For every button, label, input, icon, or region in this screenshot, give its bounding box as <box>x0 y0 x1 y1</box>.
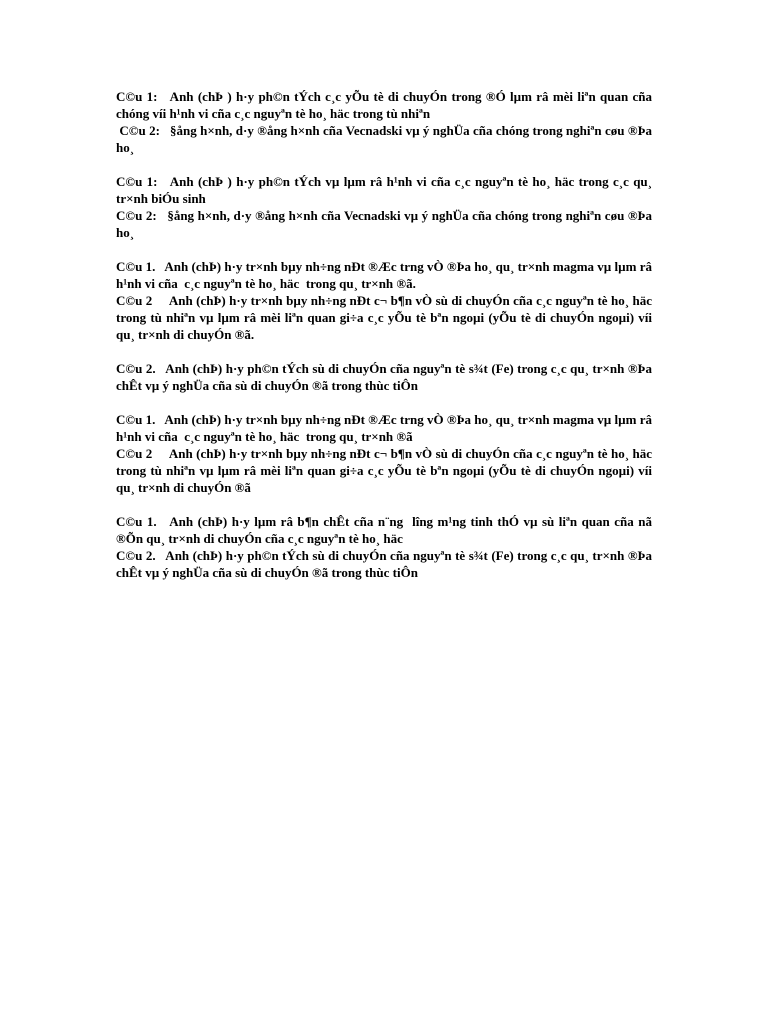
question-paragraph: C©u 2. Anh (chÞ) h·y ph©n tÝch sù di chuyÓn cña nguyªn tè s¾t (Fe) trong c¸c qu¸ tr×nh ®Þa chÊt vµ ý nghÜa cña sù di chuyÓn ®ã trong thùc tiÔn <box>116 548 656 580</box>
document-page <box>116 88 659 598</box>
question-paragraph: C©u 2. Anh (chÞ) h·y ph©n tÝch sù di chuyÓn cña nguyªn tè s¾t (Fe) trong c¸c qu¸ tr×nh ®Þa chÊt vµ ý nghÜa cña sù di chuyÓn ®ã trong thùc tiÔn <box>116 361 656 393</box>
question-paragraph: C©u 2 Anh (chÞ) h·y tr×nh bµy nh÷ng nÐt c¬ b¶n vÒ sù di chuyÓn cña c¸c nguyªn tè ho¸ häc trong tù nhiªn vµ lµm râ mèi liªn quan gi÷a c¸c yÕu tè bªn ngoµi (yÕu tè di chuyÓn ngoµi) víi qu¸ tr×nh di chuyÓn ®ã. <box>116 293 659 342</box>
question-paragraph: C©u 1: Anh (chÞ ) h·y ph©n tÝch c¸c yÕu tè di chuyÓn trong ®Ó lµm râ mèi liªn quan cña chóng víi h¹nh vi cña c¸c nguyªn tè ho¸ häc trong tù nhiªn <box>116 89 656 121</box>
question-set-1 <box>116 88 656 156</box>
question-set-2 <box>116 173 656 241</box>
question-paragraph: C©u 1. Anh (chÞ) h·y lµm râ b¶n chÊt cña n¨ng lîng m¹ng tinh thÓ vµ sù liªn quan cña nã ®Õn qu¸ tr×nh di chuyÓn cña c¸c nguyªn tè ho¸ häc <box>116 514 656 546</box>
question-set-6 <box>116 513 656 581</box>
question-paragraph: C©u 1. Anh (chÞ) h·y tr×nh bµy nh÷ng nÐt ®Æc trng vÒ ®Þa ho¸ qu¸ tr×nh magma vµ lµm râ h¹nh vi cña c¸c nguyªn tè ho¸ häc trong qu¸ tr×nh ®ã. <box>116 259 656 291</box>
question-set-3 <box>116 258 659 343</box>
question-set-4 <box>116 360 656 394</box>
question-paragraph: C©u 1: Anh (chÞ ) h·y ph©n tÝch vµ lµm râ h¹nh vi cña c¸c nguyªn tè ho¸ häc trong c¸c qu¸ tr×nh biÓu sinh <box>116 174 656 206</box>
question-paragraph: C©u 1. Anh (chÞ) h·y tr×nh bµy nh÷ng nÐt ®Æc trng vÒ ®Þa ho¸ qu¸ tr×nh magma vµ lµm râ h¹nh vi cña c¸c nguyªn tè ho¸ häc trong qu¸ tr×nh ®ã <box>116 412 656 444</box>
question-paragraph: C©u 2 Anh (chÞ) h·y tr×nh bµy nh÷ng nÐt c¬ b¶n vÒ sù di chuyÓn cña c¸c nguyªn tè ho¸ häc trong tù nhiªn vµ lµm râ mèi liªn quan gi÷a c¸c yÕu tè bªn ngoµi (yÕu tè di chuyÓn ngoµi) víi qu¸ tr×nh di chuyÓn ®ã <box>116 446 659 495</box>
question-set-5 <box>116 411 659 496</box>
question-paragraph: C©u 2: §ång h×nh, d·y ®ång h×nh cña Vecnadski vµ ý nghÜa cña chóng trong nghiªn cøu ®Þa ho¸ <box>116 208 656 240</box>
question-paragraph: C©u 2: §ång h×nh, d·y ®ång h×nh cña Vecnadski vµ ý nghÜa cña chóng trong nghiªn cøu ®Þa ho¸ <box>116 123 656 155</box>
